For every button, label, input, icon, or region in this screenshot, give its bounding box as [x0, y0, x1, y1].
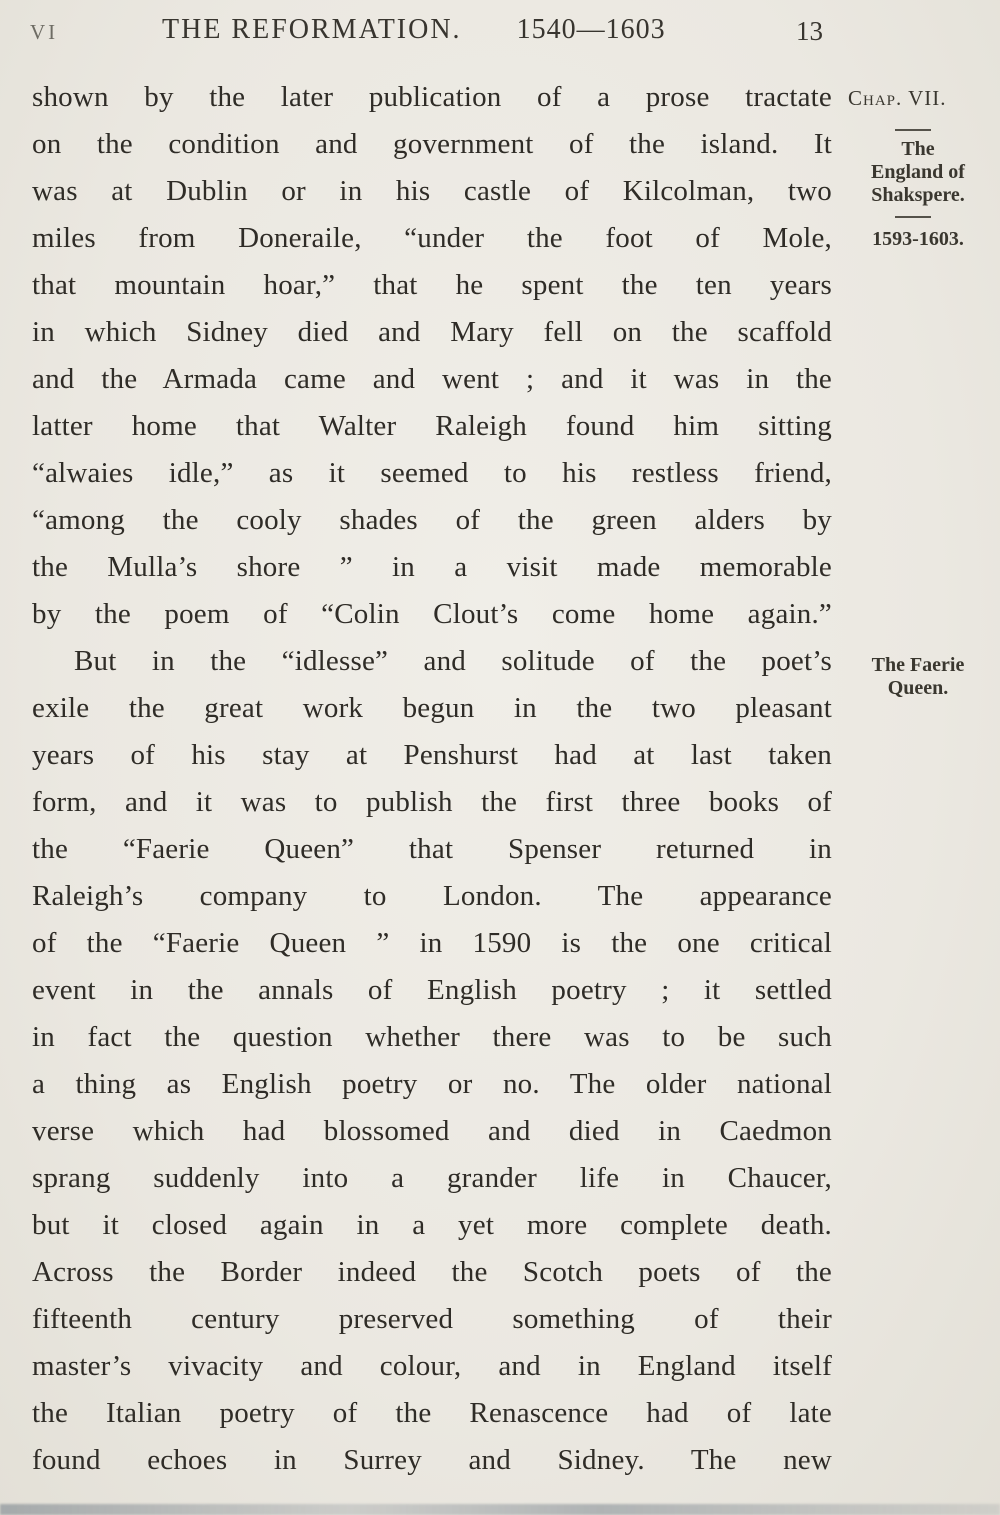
text-line: the Italian poetry of the Renascence had of late	[32, 1397, 832, 1429]
running-head-dates: 1540—1603	[516, 14, 666, 45]
text-line: of the “Faerie Queen ” in 1590 is the one critical	[32, 927, 832, 959]
text-line: fifteenth century preserved something of their	[32, 1303, 832, 1335]
text-line: the Mulla’s shore ” in a visit made memorable	[32, 551, 832, 583]
sidenote-line: Shakspere.	[871, 184, 965, 206]
text-line: and the Armada came and went ; and it was in the	[32, 363, 832, 395]
sidenote-faerie-queen	[843, 654, 993, 700]
text-line: Raleigh’s company to London. The appearance	[32, 880, 832, 912]
text-line: was at Dublin or in his castle of Kilcolman, two	[32, 175, 832, 207]
text-line: the “Faerie Queen” that Spenser returned in	[32, 833, 832, 865]
text-line: exile the great work begun in the two pleasant	[32, 692, 832, 724]
text-line: “alwaies idle,” as it seemed to his restless friend,	[32, 457, 832, 489]
text-line: latter home that Walter Raleigh found him sitting	[32, 410, 832, 442]
running-head-title	[162, 14, 666, 46]
text-line: shown by the later publication of a prose tractate	[32, 81, 832, 113]
scan-bottom-artifact	[0, 1504, 1000, 1515]
text-line: a thing as English poetry or no. The older national	[32, 1068, 832, 1100]
text-line: But in the “idlesse” and solitude of the poet’s	[74, 645, 832, 677]
text-line: verse which had blossomed and died in Caedmon	[32, 1115, 832, 1147]
paragraph	[32, 638, 832, 1484]
text-line: on the condition and government of the island. It	[32, 128, 832, 160]
sidenote-years: 1593-1603.	[872, 228, 964, 250]
sidenote-line: Queen.	[887, 677, 949, 699]
page-number: 13	[796, 16, 823, 46]
text-line: years of his stay at Penshurst had at last taken	[32, 739, 832, 771]
sidenote-line: England of	[871, 161, 965, 183]
sidenote-line: The Faerie	[871, 654, 965, 676]
running-head	[0, 10, 1000, 56]
signature-mark: VI	[30, 20, 59, 44]
text-line: Across the Border indeed the Scotch poets of the	[32, 1256, 832, 1288]
sidenote-rule	[895, 129, 931, 131]
paragraph	[32, 74, 832, 638]
text-line: sprang suddenly into a grander life in Chaucer,	[32, 1162, 832, 1194]
text-line: in fact the question whether there was to be such	[32, 1021, 832, 1053]
text-line: miles from Doneraile, “under the foot of Mole,	[32, 222, 832, 254]
text-line: by the poem of “Colin Clout’s come home again.”	[32, 598, 832, 630]
text-line: form, and it was to publish the first three books of	[32, 786, 832, 818]
running-head-title-text: THE REFORMATION.	[162, 14, 462, 45]
sidenote-rule	[895, 216, 931, 218]
text-line: found echoes in Surrey and Sidney. The new	[32, 1444, 832, 1476]
text-line: “among the cooly shades of the green alders by	[32, 504, 832, 536]
sidenote-chapter: Chap. VII.	[848, 86, 947, 110]
text-line: in which Sidney died and Mary fell on the scaffold	[32, 316, 832, 348]
sidenote-line: The	[901, 138, 935, 160]
sidenote-england-of-shakspere	[843, 138, 993, 207]
text-line: event in the annals of English poetry ; it settled	[32, 974, 832, 1006]
text-line: but it closed again in a yet more complete death.	[32, 1209, 832, 1241]
text-line: master’s vivacity and colour, and in England itself	[32, 1350, 832, 1382]
main-text-block	[32, 74, 832, 1484]
text-line: that mountain hoar,” that he spent the ten years	[32, 269, 832, 301]
